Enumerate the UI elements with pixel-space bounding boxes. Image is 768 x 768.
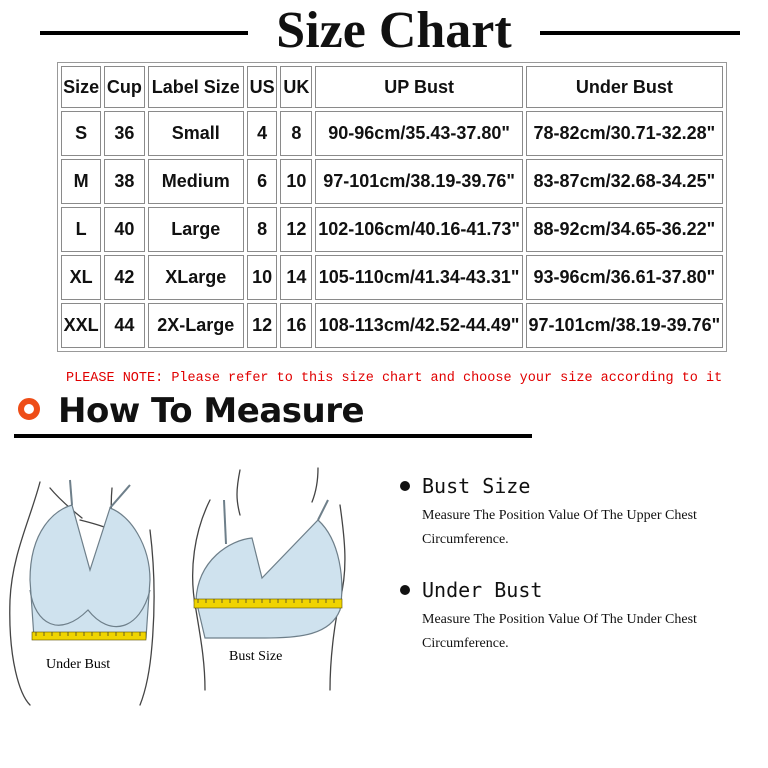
cell-size: M	[61, 159, 101, 204]
cell-up-bust: 97-101cm/38.19-39.76"	[315, 159, 522, 204]
cell-us: 10	[247, 255, 277, 300]
cell-uk: 14	[280, 255, 312, 300]
cell-size: XL	[61, 255, 101, 300]
cell-us: 12	[247, 303, 277, 348]
measure-heading: Under Bust	[422, 578, 543, 602]
table-row	[61, 111, 723, 156]
cell-label-size: Large	[148, 207, 245, 252]
cell-size: S	[61, 111, 101, 156]
cell-under-bust: 93-96cm/36.61-37.80"	[526, 255, 723, 300]
measurement-illustration	[0, 460, 390, 710]
header-size: Size	[61, 66, 101, 108]
measure-heading: Bust Size	[422, 474, 531, 498]
cell-uk: 16	[280, 303, 312, 348]
table-row	[61, 207, 723, 252]
title-row	[0, 2, 768, 60]
left-bra-graphic	[30, 480, 150, 640]
table-row	[61, 159, 723, 204]
cell-under-bust: 88-92cm/34.65-36.22"	[526, 207, 723, 252]
figure-label-under-bust: Under Bust	[46, 657, 111, 672]
cell-label-size: Medium	[148, 159, 245, 204]
how-to-measure-header	[12, 392, 542, 442]
cell-up-bust: 90-96cm/35.43-37.80"	[315, 111, 522, 156]
circle-bullet-icon	[18, 398, 40, 420]
cell-label-size: 2X-Large	[148, 303, 245, 348]
cell-uk: 12	[280, 207, 312, 252]
cell-us: 4	[247, 111, 277, 156]
figure-label-bust-size: Bust Size	[229, 649, 283, 664]
cell-us: 8	[247, 207, 277, 252]
header-label-size: Label Size	[148, 66, 245, 108]
cell-cup: 38	[104, 159, 144, 204]
cell-under-bust: 78-82cm/30.71-32.28"	[526, 111, 723, 156]
header-under-bust: Under Bust	[526, 66, 723, 108]
cell-cup: 44	[104, 303, 144, 348]
table-row	[61, 303, 723, 348]
bullet-icon	[400, 585, 410, 595]
cell-under-bust: 97-101cm/38.19-39.76"	[526, 303, 723, 348]
header-up-bust: UP Bust	[315, 66, 522, 108]
header-us: US	[247, 66, 277, 108]
how-to-measure-rule	[14, 434, 532, 438]
cell-size: L	[61, 207, 101, 252]
how-to-measure-title: How To Measure	[58, 391, 365, 431]
right-figure-neck-line-2	[312, 468, 318, 502]
table-header-row	[61, 66, 723, 108]
cell-up-bust: 102-106cm/40.16-41.73"	[315, 207, 522, 252]
right-figure-neck-line	[237, 470, 240, 515]
size-table	[57, 62, 727, 352]
bullet-icon	[400, 481, 410, 491]
cell-cup: 42	[104, 255, 144, 300]
cell-label-size: Small	[148, 111, 245, 156]
cell-cup: 40	[104, 207, 144, 252]
cell-uk: 8	[280, 111, 312, 156]
size-note: PLEASE NOTE: Please refer to this size chart and choose your size according to it	[66, 371, 723, 386]
header-cup: Cup	[104, 66, 144, 108]
measure-description: Measure The Position Value Of The Under Chest Circumference.	[422, 612, 697, 651]
cell-label-size: XLarge	[148, 255, 245, 300]
cell-us: 6	[247, 159, 277, 204]
title-rule-right	[540, 31, 740, 35]
cell-up-bust: 105-110cm/41.34-43.31"	[315, 255, 522, 300]
cell-up-bust: 108-113cm/42.52-44.49"	[315, 303, 522, 348]
page-title: Size Chart	[276, 2, 512, 59]
cell-under-bust: 83-87cm/32.68-34.25"	[526, 159, 723, 204]
header-uk: UK	[280, 66, 312, 108]
measure-description: Measure The Position Value Of The Upper Chest Circumference.	[422, 508, 697, 547]
cell-size: XXL	[61, 303, 101, 348]
cell-uk: 10	[280, 159, 312, 204]
table-row	[61, 255, 723, 300]
cell-cup: 36	[104, 111, 144, 156]
right-bra-graphic	[194, 500, 342, 638]
title-rule-left	[40, 31, 248, 35]
